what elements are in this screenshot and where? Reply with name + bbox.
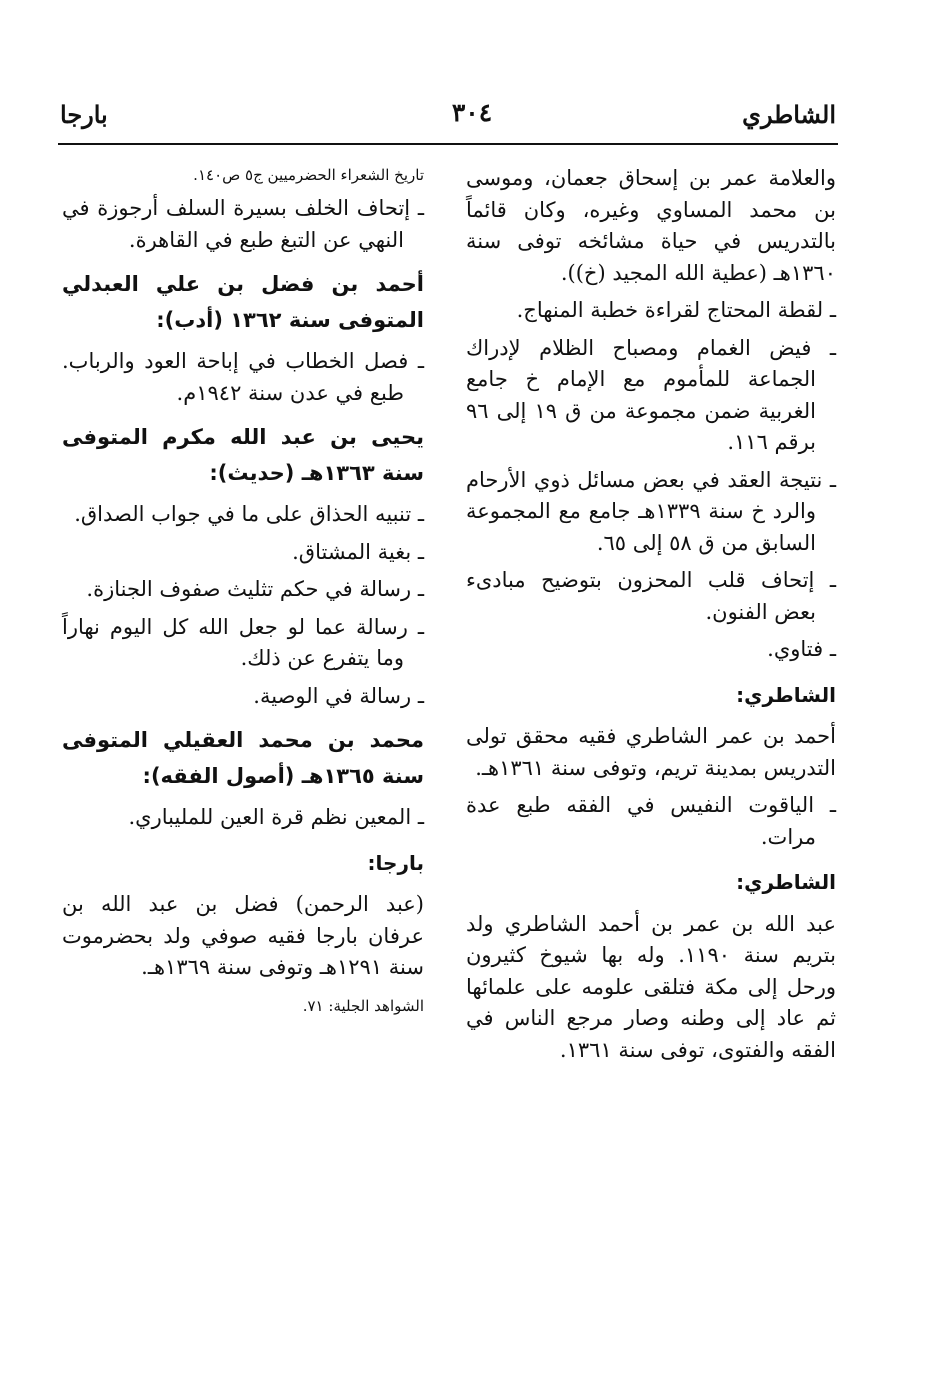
list-item: ـ إتحاف قلب المحزون بتوضيح مبادىء بعض الفنون. [466,568,836,624]
header-rule [58,143,838,145]
running-header-right: الشاطري [742,100,836,129]
list-item: ـ تنبيه الحذاق على ما في جواب الصداق. [74,502,424,526]
section-body: أحمد بن عمر الشاطري فقيه محقق تولى التدريس بمدينة تريم، وتوفى سنة ١٣٦١هـ. [466,724,836,780]
section-body: عبد الله بن عمر بن أحمد الشاطري ولد بتريم سنة ١١٩٠. وله بها شيوخ كثيرون ورحل إلى مكة فتلقى علومه على علمائها ثم عاد إلى وطنه وصار مرجع الناس في الفقه والفتوى، توفى سنة ١٣٦١. [466,911,836,1062]
entry-continuation: والعلامة عمر بن إسحاق جعمان، وموسى بن محمد المساوي وغيره، وكان قائماً بالتدريس في حياة مشائخه توفى سنة ١٣٦٠هـ (عطية الله المجيد (خ)). [466,166,836,285]
entry-heading: محمد بن محمد العقيلي المتوفى سنة ١٣٦٥هـ (أصول الفقه): [62,728,424,788]
page-number: ٣٠٤ [451,98,493,127]
list-item: ـ لقطة المحتاج لقراءة خطبة المنهاج. [516,298,836,322]
right-column [466,163,836,1072]
source-citation: الشواهد الجلية: ٧١. [302,996,424,1015]
list-item: ـ فصل الخطاب في إباحة العود والرباب. طبع في عدن سنة ١٩٤٢م. [62,349,424,405]
section-heading: الشاطري: [736,682,836,707]
section-heading: بارجا: [367,850,424,875]
left-column [62,163,424,1024]
list-item: ـ فيض الغمام ومصباح الظلام لإدراك الجماعة للمأموم مع الإمام خ جامع الغربية ضمن مجموعة من ق ١٩ إلى ٩٦ برقم ١١٦. [466,335,836,454]
source-citation: تاريخ الشعراء الحضرميين ج٥ ص١٤٠. [193,166,424,184]
running-header-left: بارجا [60,100,108,129]
list-item: ـ رسالة عما لو جعل الله كل اليوم نهاراً وما يتفرع عن ذلك. [62,614,424,670]
list-item: ـ رسالة في حكم تثليث صفوف الجنازة. [86,577,424,601]
section-body: (عبد الرحمن) فضل بن عبد الله بن عرفان بارجا فقيه صوفي ولد بحضرموت سنة ١٢٩١هـ وتوفى سنة ١٣٦٩هـ. [62,892,424,979]
list-item: ـ المعين نظم قرة العين للمليباري. [128,805,424,829]
section-heading: الشاطري: [736,870,836,894]
list-item: ـ رسالة في الوصية. [253,683,424,708]
list-item: ـ نتيجة العقد في بعض مسائل ذوي الأرحام والرد خ سنة ١٣٣٩هـ جامع مع المجموعة السابق من ق ٥٨ إلى ٦٥. [466,467,836,555]
list-item: ـ الياقوت النفيس في الفقه طبع عدة مرات. [466,793,836,849]
list-item: ـ فتاوي. [767,637,836,661]
list-item: ـ بغية المشتاق. [292,539,424,564]
list-item: ـ إتحاف الخلف بسيرة السلف أرجوزة في النهي عن التبغ طبع في القاهرة. [62,196,424,252]
entry-heading: يحيى بن عبد الله مكرم المتوفى سنة ١٣٦٣هـ (حديث): [62,425,424,485]
entry-heading: أحمد بن فضل بن علي العبدلي المتوفى سنة ١٣٦٢ (أدب): [62,272,424,332]
